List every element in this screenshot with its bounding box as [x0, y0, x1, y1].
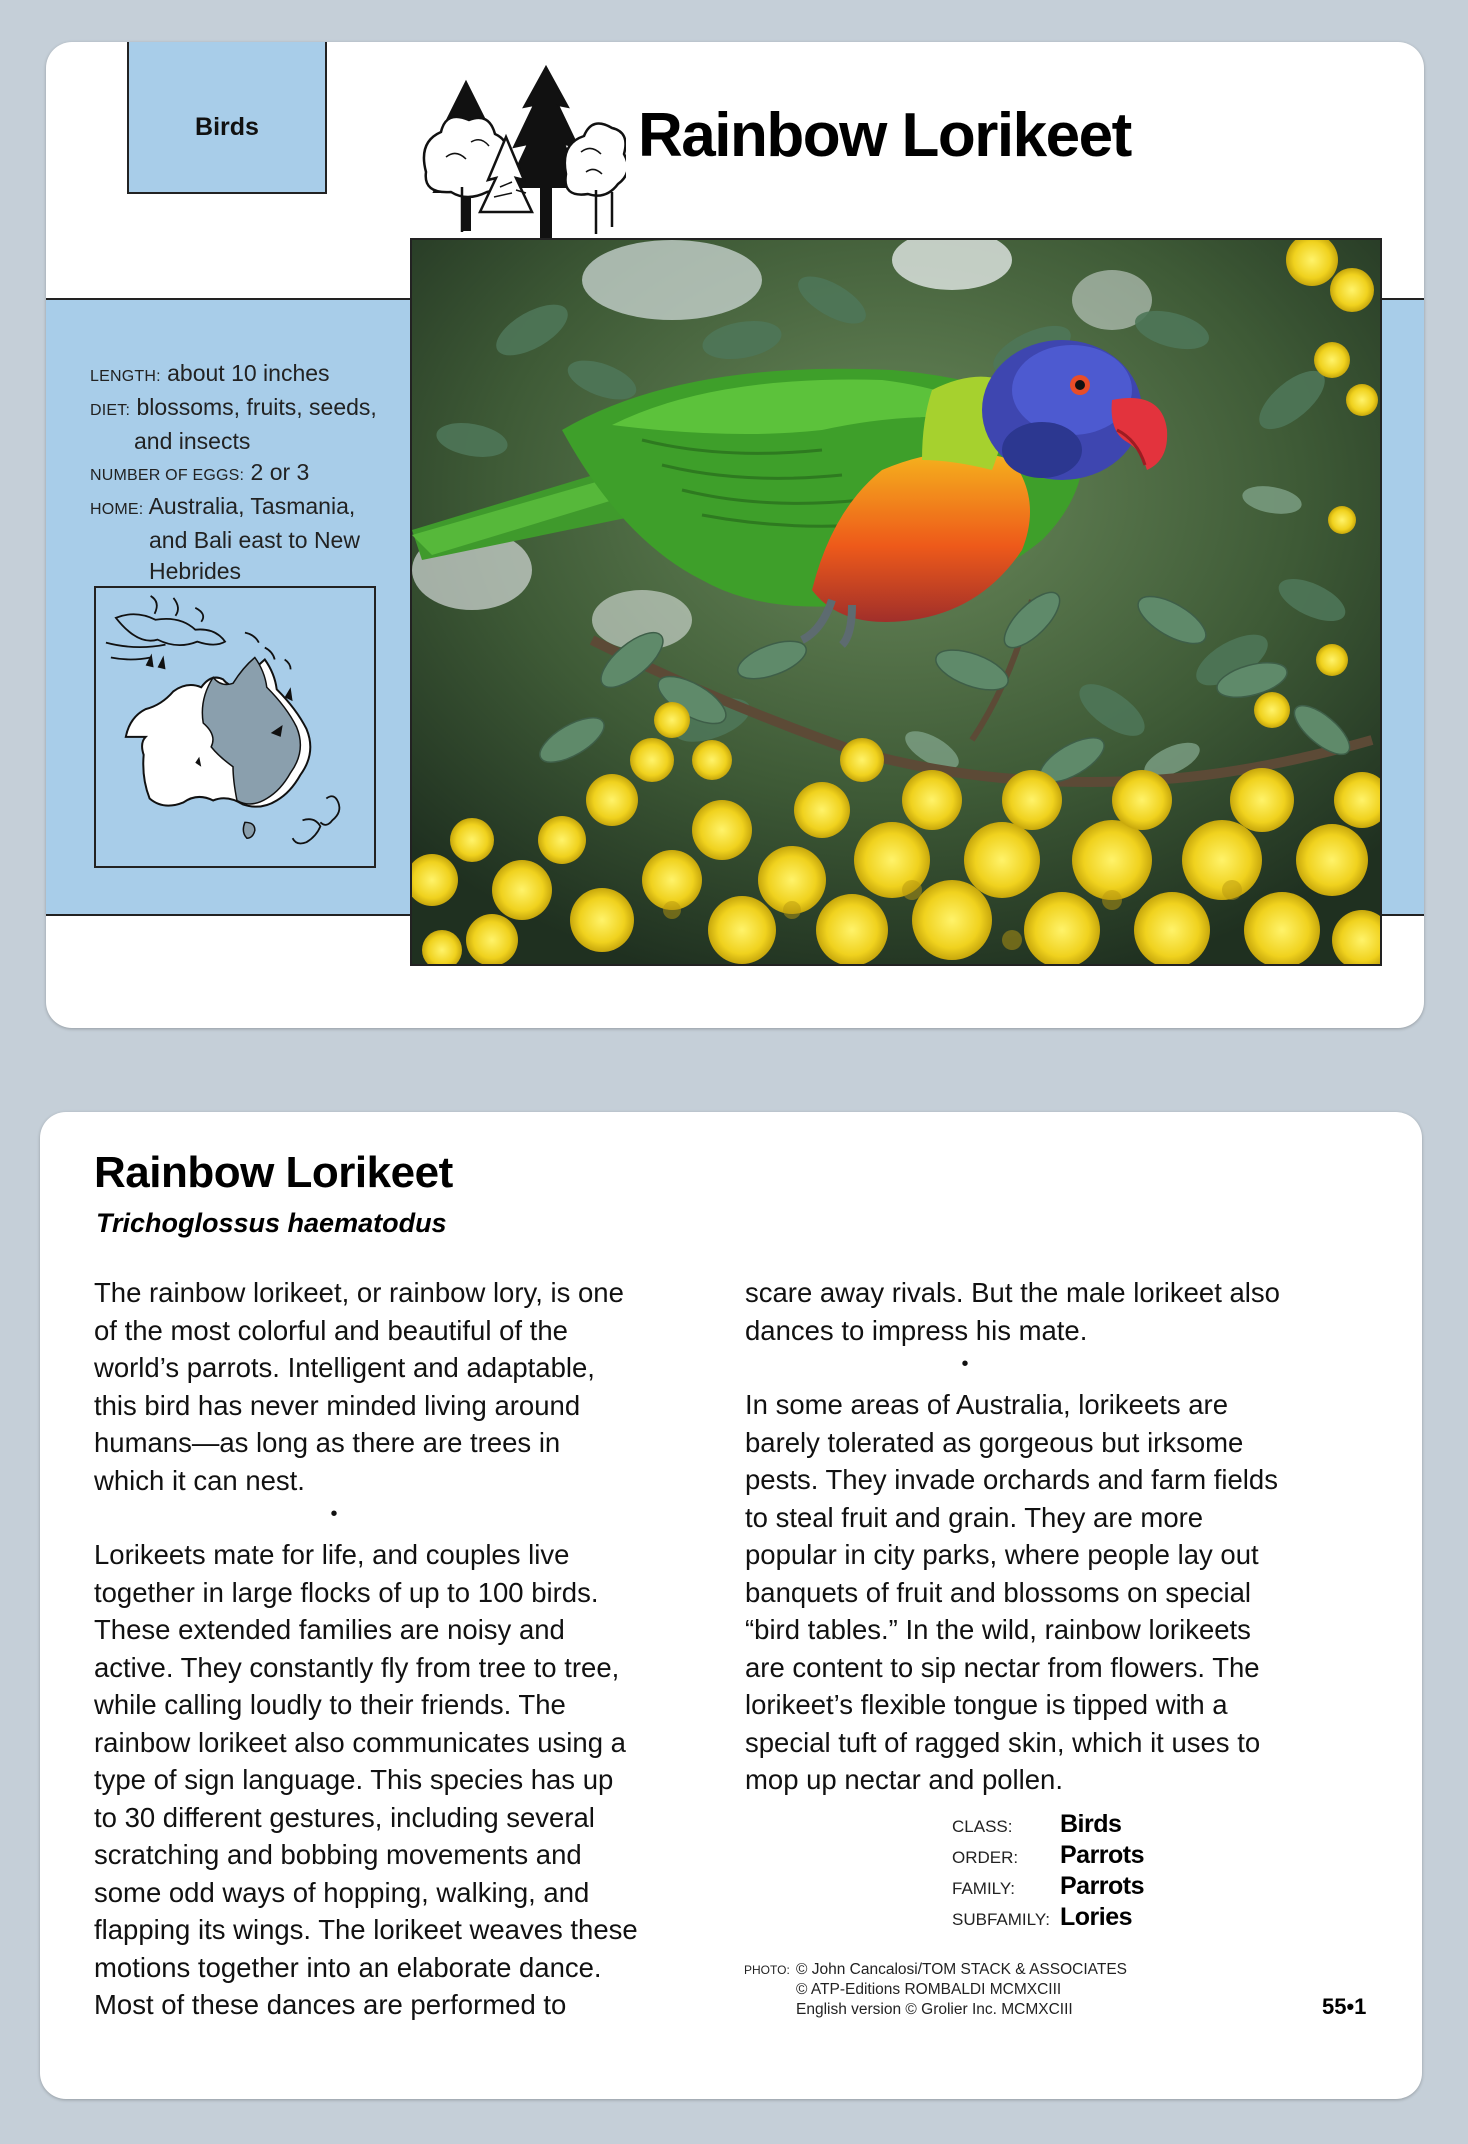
body-paragraph: In some areas of Australia, lorikeets are barely tolerated as gorgeous but irksome pests. They invade orchards and farm fields to steal fruit and grain. They are more popular in city parks, where people lay out banquets of fruit and blossoms on special “bird tables.” In the wild, rainbow lorikeets are content to sip nectar from flowers. The lorikeet’s flexible tongue is tipped with a special tuft of ragged skin, which it uses to mop up nectar and pollen. [745, 1389, 1278, 1795]
taxonomy-value: Parrots [1060, 1841, 1145, 1869]
taxonomy-label: SUBFAMILY: [952, 1910, 1050, 1929]
range-map [94, 586, 376, 868]
body-paragraph: scare away rivals. But the male lorikeet also dances to impress his mate. [745, 1277, 1280, 1346]
fact-length-label: LENGTH: [90, 368, 161, 385]
bird-photo [410, 238, 1382, 966]
fact-length [90, 358, 390, 392]
category-tab [127, 42, 327, 194]
category-label: Birds [195, 112, 259, 141]
forest-trees-icon [416, 62, 626, 242]
fact-diet [90, 392, 390, 457]
body-paragraph: The rainbow lorikeet, or rainbow lory, is one of the most colorful and beautiful of the world’s parrots. Intelligent and adaptable, this bird has never minded living around humans—as long as there are trees in which it can nest. [94, 1277, 624, 1496]
taxonomy-row-class [952, 1810, 1144, 1841]
taxonomy-label: ORDER: [952, 1848, 1019, 1867]
back-title: Rainbow Lorikeet [94, 1148, 453, 1197]
taxonomy-value: Lories [1060, 1903, 1133, 1931]
fact-length-value: about 10 inches [167, 360, 330, 386]
fact-home-value: Australia, Tasmania, [148, 493, 356, 519]
card-number: 55•1 [1322, 1994, 1367, 2019]
fact-diet-label: DIET: [90, 402, 131, 419]
scientific-name: Trichoglossus haematodus [96, 1208, 447, 1238]
credits-line: English version © Grolier Inc. MCMXCIII [796, 2001, 1073, 2018]
quick-facts [90, 358, 390, 587]
fact-eggs-label: NUMBER OF EGGS: [90, 467, 245, 484]
taxonomy-table [952, 1810, 1144, 1934]
credits-line: © John Cancalosi/TOM STACK & ASSOCIATES [796, 1961, 1128, 1978]
photo-credits [744, 1960, 1127, 2020]
card-front [46, 42, 1424, 1028]
taxonomy-label: CLASS: [952, 1817, 1013, 1836]
taxonomy-label: FAMILY: [952, 1879, 1015, 1898]
body-column-right [745, 1274, 1385, 1799]
card-title: Rainbow Lorikeet [638, 101, 1131, 170]
taxonomy-value: Parrots [1060, 1872, 1145, 1900]
paragraph-separator: • [961, 1353, 969, 1375]
fact-eggs-value: 2 or 3 [250, 459, 310, 485]
fact-home [90, 491, 390, 587]
body-column-left [94, 1274, 734, 2024]
fact-eggs [90, 457, 390, 491]
credits-label: PHOTO: [744, 1963, 790, 1977]
fact-home-label: HOME: [90, 501, 144, 518]
taxonomy-row-family [952, 1872, 1144, 1903]
credits-line: © ATP-Editions ROMBALDI MCMXCIII [796, 1981, 1062, 1998]
taxonomy-value: Birds [1060, 1810, 1122, 1838]
rainbow-lorikeet-photo [412, 240, 1380, 964]
paragraph-separator: • [330, 1503, 338, 1525]
fact-home-value-cont2: Hebrides [149, 558, 242, 584]
fact-diet-value-cont: and insects [134, 428, 251, 454]
fact-home-value-cont: and Bali east to New [149, 527, 360, 553]
taxonomy-row-order [952, 1841, 1144, 1872]
fact-diet-value: blossoms, fruits, seeds, [136, 394, 377, 420]
taxonomy-row-subfamily [952, 1903, 1144, 1934]
body-paragraph: Lorikeets mate for life, and couples live together in large flocks of up to 100 birds. These extended families are noisy and active. They constantly fly from tree to tree, while calling loudly to their friends. The rainbow lorikeet also communicates using a type of sign language. This species has up to 30 different gestures, including several scratching and bobbing movements and some odd ways of hopping, walking, and flapping its wings. The lorikeet weaves these motions together into an elaborate dance. Most of these dances are performed to [94, 1539, 638, 2020]
australia-range-map-icon [96, 588, 374, 866]
card-back [40, 1112, 1422, 2099]
